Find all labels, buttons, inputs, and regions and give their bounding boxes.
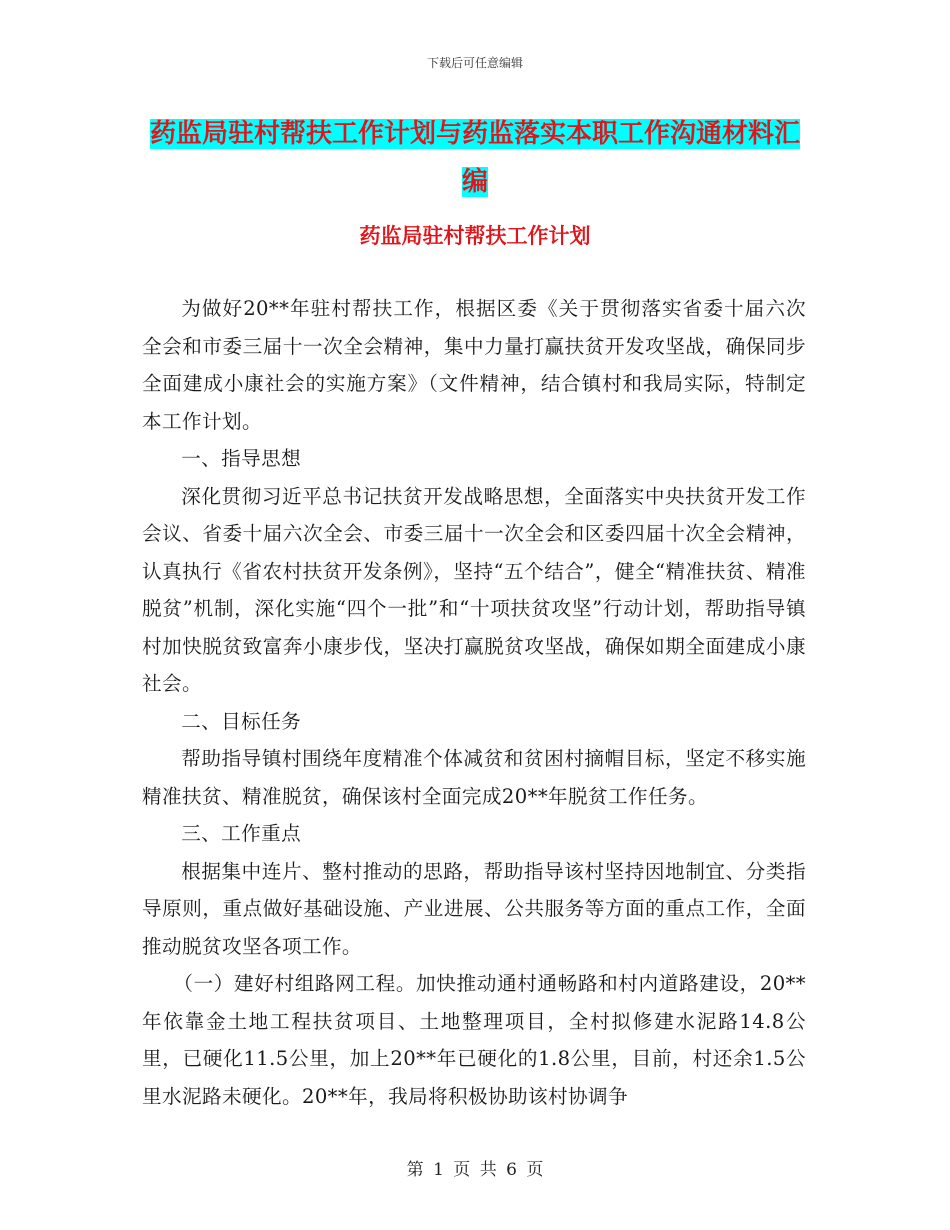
heading-guiding-ideology: 一、指导思想 xyxy=(181,447,302,470)
paragraph-key-work: 根据集中连片、整村推动的思路，帮助指导该村坚持因地制宜、分类指导原则，重点做好基础设施、产业进展、公共服务等方面的重点工作，全面推动脱贫攻坚各项工作。 xyxy=(142,859,806,958)
paragraph-intro: 为做好20**年驻村帮扶工作，根据区委《关于贯彻落实省委十届六次全会和市委三届十一次全会精神，集中力量打赢扶贫开发攻坚战，确保同步全面建成小康社会的实施方案》（文件精神，结合镇村和我局实际，特制定本工作计划。 xyxy=(142,297,806,433)
heading-key-work: 三、工作重点 xyxy=(181,822,302,845)
document-title xyxy=(140,110,810,206)
heading-objectives: 二、目标任务 xyxy=(181,709,302,733)
document-title-text: 药监局驻村帮扶工作计划与药监落实本职工作沟通材料汇编 xyxy=(149,119,800,197)
paragraph-guiding-ideology: 深化贯彻习近平总书记扶贫开发战略思想，全面落实中央扶贫开发工作会议、省委十届六次全会、市委三届十一次全会和区委四届十次全会精神，认真执行《省农村扶贫开发条例》，坚持“五个结合”，健全“精准扶贫、精准脱贫”机制，深化实施“四个一批”和“十项扶贫攻坚”行动计划，帮助指导镇村加快脱贫致富奔小康步伐，坚决打赢脱贫攻坚战，确保如期全面建成小康社会。 xyxy=(142,484,806,695)
document-body xyxy=(142,290,806,1115)
header-note: 下载后可任意编辑 xyxy=(426,56,523,70)
page-footer: 第 1 页 共 6 页 xyxy=(406,1160,544,1180)
paragraph-objectives: 帮助指导镇村围绕年度精准个体减贫和贫困村摘帽目标，坚定不移实施精准扶贫、精准脱贫，确保该村全面完成20**年脱贫工作任务。 xyxy=(142,747,806,808)
section-title: 药监局驻村帮扶工作计划 xyxy=(359,224,591,248)
paragraph-road-project: （一）建好村组路网工程。加快推动通村通畅路和村内道路建设，20**年依靠金土地工程扶贫项目、土地整理项目，全村拟修建水泥路14.8公里，已硬化11.5公里，加上20**年已硬化的1.8公里，目前，村还余1.5公里水泥路未硬化。20**年，我局将积极协助该村协调争 xyxy=(142,972,806,1108)
